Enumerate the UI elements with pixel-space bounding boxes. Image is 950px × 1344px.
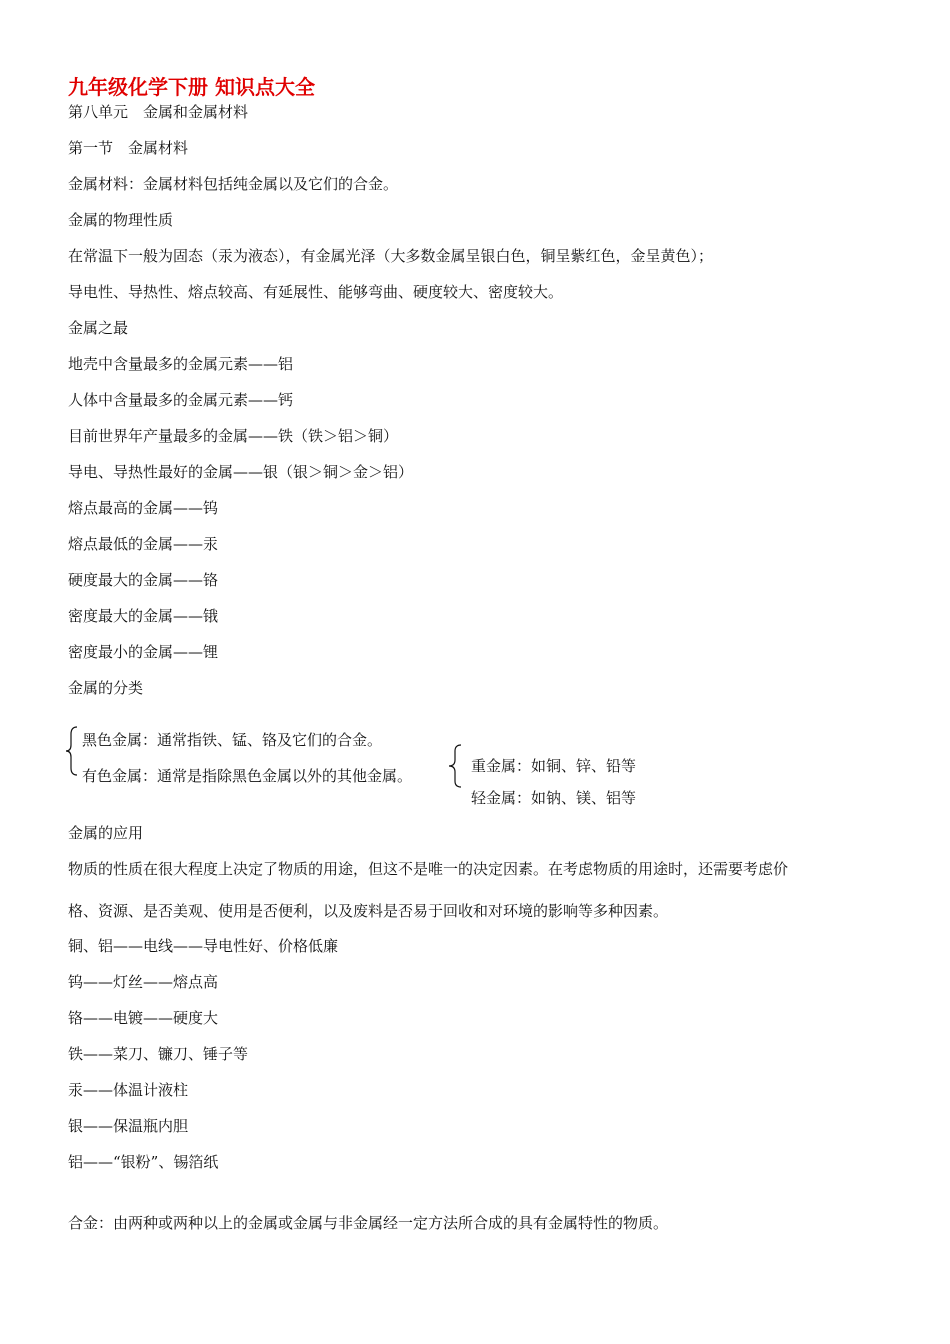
- metal-materials-definition: 金属材料：金属材料包括纯金属以及它们的合金。: [68, 175, 399, 193]
- superlative-item: 熔点最高的金属——钨: [68, 499, 219, 517]
- section-heading: 第一节 金属材料: [68, 139, 189, 157]
- application-item: 银——保温瓶内胆: [68, 1117, 189, 1135]
- application-item: 钨——灯丝——熔点高: [68, 973, 219, 991]
- light-metals: 轻金属：如钠、镁、铝等: [471, 789, 637, 807]
- application-item: 铜、铝——电线——导电性好、价格低廉: [68, 937, 339, 955]
- application-item: 铬——电镀——硬度大: [68, 1009, 219, 1027]
- superlative-item: 密度最大的金属——锇: [68, 607, 219, 625]
- right-brace: [447, 744, 465, 788]
- document-title: 九年级化学下册 知识点大全: [68, 75, 315, 99]
- physical-properties-line: 在常温下一般为固态（汞为液态），有金属光泽（大多数金属呈银白色，铜呈紫红色，金呈黄色）；: [68, 247, 714, 265]
- classification-heading: 金属的分类: [68, 679, 144, 697]
- physical-properties-heading: 金属的物理性质: [68, 211, 174, 229]
- superlative-item: 硬度最大的金属——铬: [68, 571, 219, 589]
- superlative-item: 地壳中含量最多的金属元素——铝: [68, 355, 294, 373]
- superlative-item: 熔点最低的金属——汞: [68, 535, 219, 553]
- superlative-item: 目前世界年产量最多的金属——铁（铁＞铝＞铜）: [68, 427, 399, 445]
- applications-heading: 金属的应用: [68, 824, 144, 842]
- applications-paragraph-line: 格、资源、是否美观、使用是否便利，以及废料是否易于回收和对环境的影响等多种因素。: [68, 902, 669, 920]
- applications-paragraph-line: 物质的性质在很大程度上决定了物质的用途，但这不是唯一的决定因素。在考虑物质的用途时，还需要考虑价: [68, 860, 789, 878]
- superlative-item: 密度最小的金属——锂: [68, 643, 219, 661]
- superlative-item: 导电、导热性最好的金属——银（银＞铜＞金＞铝）: [68, 463, 414, 481]
- nonferrous-metals: 有色金属：通常是指除黑色金属以外的其他金属。: [82, 767, 413, 785]
- unit-heading: 第八单元 金属和金属材料: [68, 103, 249, 121]
- superlatives-heading: 金属之最: [68, 319, 129, 337]
- ferrous-metals: 黑色金属：通常指铁、锰、铬及它们的合金。: [82, 731, 383, 749]
- application-item: 汞——体温计液柱: [68, 1081, 189, 1099]
- physical-properties-line: 导电性、导热性、熔点较高、有延展性、能够弯曲、硬度较大、密度较大。: [68, 283, 564, 301]
- left-brace: [64, 726, 82, 776]
- superlative-item: 人体中含量最多的金属元素——钙: [68, 391, 294, 409]
- heavy-metals: 重金属：如铜、锌、铅等: [471, 757, 637, 775]
- application-item: 铁——菜刀、镰刀、锤子等: [68, 1045, 249, 1063]
- alloy-definition: 合金：由两种或两种以上的金属或金属与非金属经一定方法所合成的具有金属特性的物质。: [68, 1214, 669, 1232]
- application-item: 铝——“银粉”、锡箔纸: [68, 1153, 219, 1171]
